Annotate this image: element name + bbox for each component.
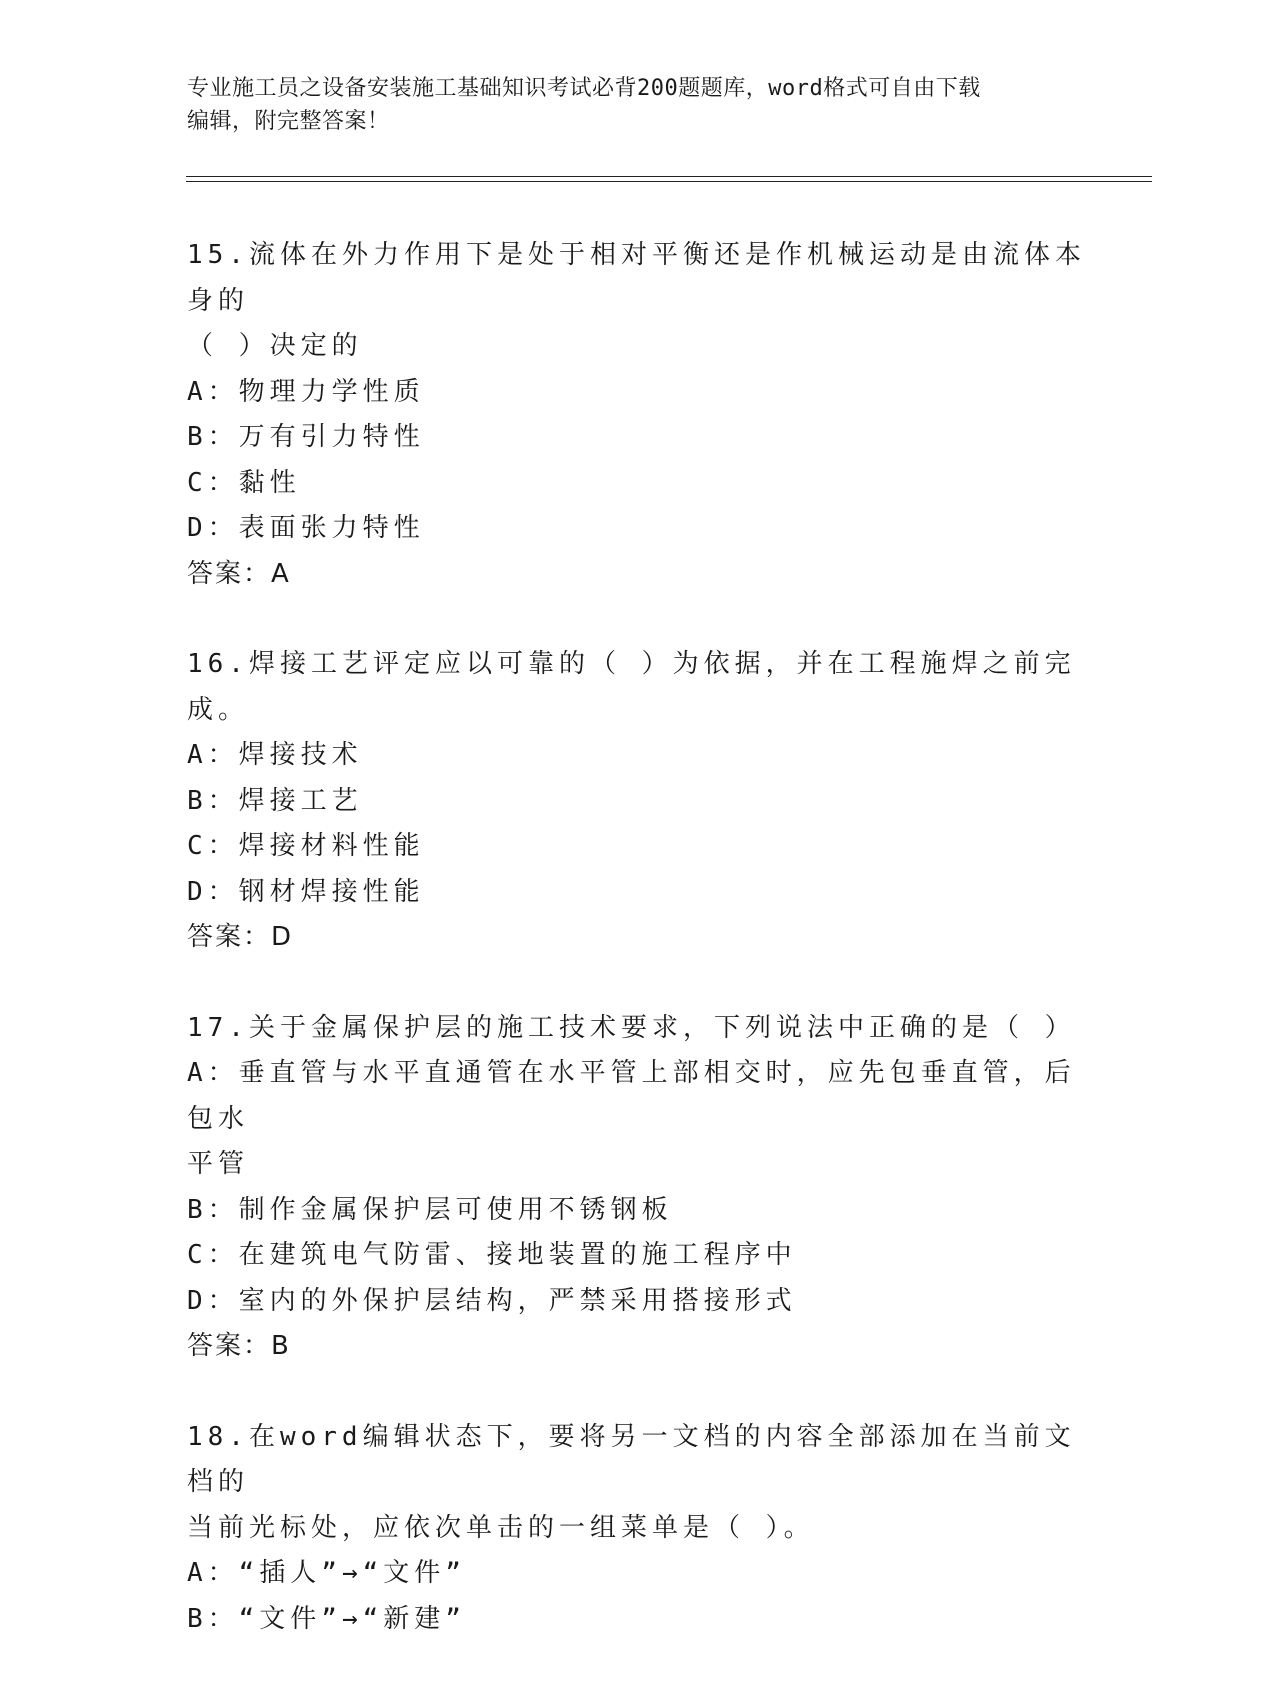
header-divider-top (186, 176, 1152, 177)
option-d: D：表面张力特性 (187, 513, 425, 543)
option-c: C：焊接材料性能 (187, 831, 425, 861)
option-d: D：室内的外保护层结构，严禁采用搭接形式 (187, 1285, 797, 1316)
option-b: B：制作金属保护层可使用不锈钢板 (187, 1194, 673, 1225)
option-b: B：焊接工艺 (187, 785, 363, 816)
question-stem-line: 18.在word编辑状态下，要将另一文档的内容全部添加在当前文档的 (187, 1421, 1076, 1497)
option-b: B：“文件”→“新建” (187, 1603, 466, 1634)
option-a: A：物理力学性质 (187, 376, 425, 407)
option-c: C：在建筑电气防雷、接地装置的施工程序中 (187, 1240, 797, 1270)
question-stem-line: 当前光标处，应依次单击的一组菜单是（ ）。 (187, 1512, 815, 1543)
question-stem-line: 17.关于金属保护层的施工技术要求，下列说法中正确的是（ ） (187, 1012, 1076, 1043)
header-line-1: 专业施工员之设备安装施工基础知识考试必背200题题库，word格式可自由下载 (187, 76, 981, 101)
option-a: A：焊接技术 (187, 740, 363, 770)
header-divider-bottom (186, 181, 1152, 182)
option-c: C：黏性 (187, 467, 301, 498)
question-16 (187, 642, 1087, 961)
question-stem-line: （ ）决定的 (187, 331, 363, 361)
question-stem-line: 15.流体在外力作用下是处于相对平衡还是作机械运动是由流体本身的 (187, 240, 1086, 316)
question-17 (187, 1006, 1087, 1370)
answer-label: 答案：D (187, 922, 294, 952)
option-a-continued: 平管 (187, 1149, 250, 1179)
question-stem-line: 16.焊接工艺评定应以可靠的（ ）为依据，并在工程施焊之前完成。 (187, 649, 1076, 725)
question-18 (187, 1415, 1087, 1643)
answer-label: 答案：B (187, 1331, 291, 1361)
question-15 (187, 233, 1087, 597)
option-a: A：垂直管与水平直通管在水平管上部相交时，应先包垂直管，后包水 (187, 1058, 1076, 1134)
answer-label: 答案：A (187, 558, 291, 589)
document-header (187, 72, 1087, 138)
option-d: D：钢材焊接性能 (187, 876, 425, 907)
option-b: B：万有引力特性 (187, 422, 425, 452)
question-list (187, 233, 1087, 1687)
header-line-2: 编辑，附完整答案！ (187, 109, 390, 134)
option-a: A：“插人”→“文件” (187, 1558, 466, 1588)
